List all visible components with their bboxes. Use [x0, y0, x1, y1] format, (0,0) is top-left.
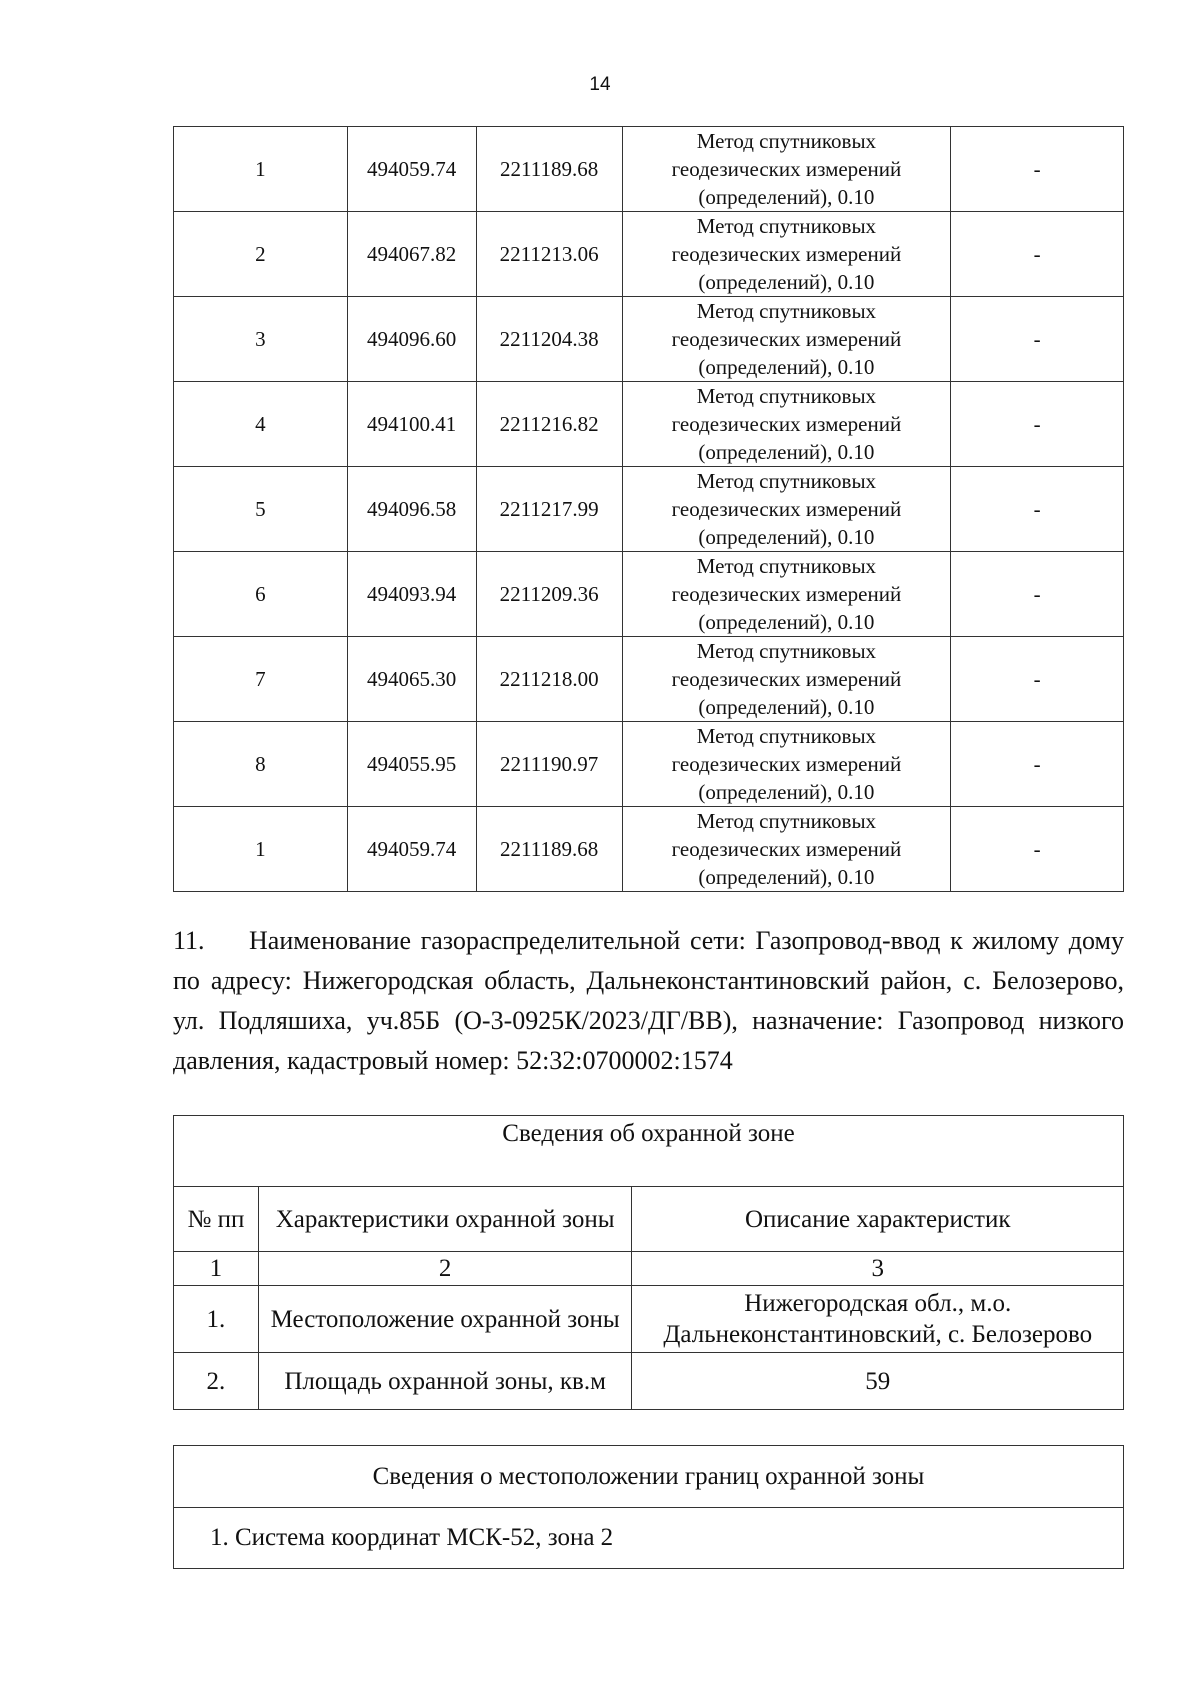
coordinate-row — [174, 552, 1124, 637]
method-line: Метод спутниковых — [696, 384, 877, 408]
method-line: геодезических измерений — [671, 497, 902, 521]
method-line: (определений), 0.10 — [698, 780, 875, 804]
point-number: 6 — [174, 552, 348, 637]
method-line: Метод спутниковых — [696, 214, 877, 238]
method-line: Метод спутниковых — [696, 639, 877, 663]
method-line: геодезических измерений — [671, 242, 902, 266]
coordinate-row — [174, 637, 1124, 722]
method-line: геодезических измерений — [671, 837, 902, 861]
method-line: (определений), 0.10 — [698, 525, 875, 549]
value-line: Нижегородская обл., м.о. — [744, 1290, 1012, 1317]
method-line: Метод спутниковых — [696, 724, 877, 748]
method-line: (определений), 0.10 — [698, 440, 875, 464]
boundaries-title: Сведения о местоположении границ охранной зоны — [174, 1446, 1124, 1508]
coordinate-row — [174, 467, 1124, 552]
index-cell: 1 — [174, 1252, 259, 1286]
row-number: 2. — [174, 1353, 259, 1410]
method-cell — [622, 212, 951, 297]
method-line: геодезических измерений — [671, 752, 902, 776]
page-number: 14 — [589, 74, 611, 95]
method-cell — [622, 297, 951, 382]
value-line: Дальнеконстантиновский, с. Белозерово — [663, 1321, 1093, 1348]
point-number: 4 — [174, 382, 348, 467]
point-number: 5 — [174, 467, 348, 552]
method-line: (определений), 0.10 — [698, 610, 875, 634]
point-number: 3 — [174, 297, 348, 382]
coordinate-y: 2211209.36 — [476, 552, 622, 637]
coordinate-y: 2211213.06 — [476, 212, 622, 297]
coordinate-row — [174, 212, 1124, 297]
point-number: 1 — [174, 127, 348, 212]
coordinate-x: 494096.58 — [347, 467, 476, 552]
method-cell — [622, 637, 951, 722]
boundaries-table — [173, 1445, 1124, 1569]
note-cell: - — [951, 382, 1124, 467]
method-line: (определений), 0.10 — [698, 355, 875, 379]
value-line: 59 — [865, 1367, 891, 1395]
note-cell: - — [951, 212, 1124, 297]
coordinate-x: 494065.30 — [347, 637, 476, 722]
coordinates-table — [173, 126, 1124, 892]
coordinate-system: 1. Система координат МСК-52, зона 2 — [174, 1508, 1124, 1569]
method-line: геодезических измерений — [671, 667, 902, 691]
method-cell — [622, 467, 951, 552]
characteristic-name: Площадь охранной зоны, кв.м — [258, 1353, 632, 1410]
point-number: 8 — [174, 722, 348, 807]
point-number: 1 — [174, 807, 348, 892]
coordinate-y: 2211190.97 — [476, 722, 622, 807]
zone-table-title: Сведения об охранной зоне — [174, 1116, 1124, 1187]
point-number: 2 — [174, 212, 348, 297]
method-line: геодезических измерений — [671, 327, 902, 351]
note-cell: - — [951, 127, 1124, 212]
coordinate-x: 494059.74 — [347, 807, 476, 892]
coordinate-x: 494055.95 — [347, 722, 476, 807]
section-number: 11. — [173, 926, 205, 955]
method-line: (определений), 0.10 — [698, 185, 875, 209]
method-line: Метод спутниковых — [696, 554, 877, 578]
coordinate-x: 494100.41 — [347, 382, 476, 467]
coordinate-row — [174, 127, 1124, 212]
note-cell: - — [951, 552, 1124, 637]
coordinate-row — [174, 382, 1124, 467]
point-number: 7 — [174, 637, 348, 722]
coordinate-y: 2211217.99 — [476, 467, 622, 552]
coordinate-y: 2211189.68 — [476, 127, 622, 212]
method-line: геодезических измерений — [671, 412, 902, 436]
method-line: (определений), 0.10 — [698, 270, 875, 294]
note-cell: - — [951, 722, 1124, 807]
method-line: Метод спутниковых — [696, 469, 877, 493]
coordinate-row — [174, 297, 1124, 382]
method-line: Метод спутниковых — [696, 129, 877, 153]
note-cell: - — [951, 297, 1124, 382]
method-cell — [622, 127, 951, 212]
note-cell: - — [951, 637, 1124, 722]
coordinate-x: 494093.94 — [347, 552, 476, 637]
coordinate-y: 2211189.68 — [476, 807, 622, 892]
method-line: (определений), 0.10 — [698, 865, 875, 889]
method-line: (определений), 0.10 — [698, 695, 875, 719]
method-line: Метод спутниковых — [696, 299, 877, 323]
method-line: геодезических измерений — [671, 157, 902, 181]
characteristic-name: Местоположение охранной зоны — [258, 1286, 632, 1353]
method-cell — [622, 382, 951, 467]
coordinate-x: 494059.74 — [347, 127, 476, 212]
row-number: 1. — [174, 1286, 259, 1353]
note-cell: - — [951, 467, 1124, 552]
coordinate-x: 494096.60 — [347, 297, 476, 382]
method-line: геодезических измерений — [671, 582, 902, 606]
header-description: Описание характеристик — [632, 1187, 1124, 1252]
note-cell: - — [951, 807, 1124, 892]
method-line: Метод спутниковых — [696, 809, 877, 833]
header-number: № пп — [174, 1187, 259, 1252]
coordinate-row — [174, 807, 1124, 892]
header-characteristics: Характеристики охранной зоны — [258, 1187, 632, 1252]
method-cell — [622, 552, 951, 637]
method-cell — [622, 722, 951, 807]
section-text: Наименование газораспределительной сети: Газопровод-ввод к жилому дому по адресу: Нижегородская область, Дальнеконстантиновский район, с. Белозерово, ул. Подляшиха, уч.85Б (О-3-0925К/2023/ДГ/ВВ), назначение: Газопровод низкого давления, кадастровый номер: 52:32:0700002:1574 — [173, 926, 1124, 1075]
coordinate-y: 2211218.00 — [476, 637, 622, 722]
coordinate-row — [174, 722, 1124, 807]
index-cell: 3 — [632, 1252, 1124, 1286]
coordinate-y: 2211204.38 — [476, 297, 622, 382]
section-11-paragraph — [173, 921, 1124, 1081]
method-cell — [622, 807, 951, 892]
protection-zone-table — [173, 1115, 1124, 1410]
characteristic-value — [632, 1286, 1124, 1353]
coordinate-y: 2211216.82 — [476, 382, 622, 467]
characteristic-value — [632, 1353, 1124, 1410]
index-cell: 2 — [258, 1252, 632, 1286]
coordinate-x: 494067.82 — [347, 212, 476, 297]
